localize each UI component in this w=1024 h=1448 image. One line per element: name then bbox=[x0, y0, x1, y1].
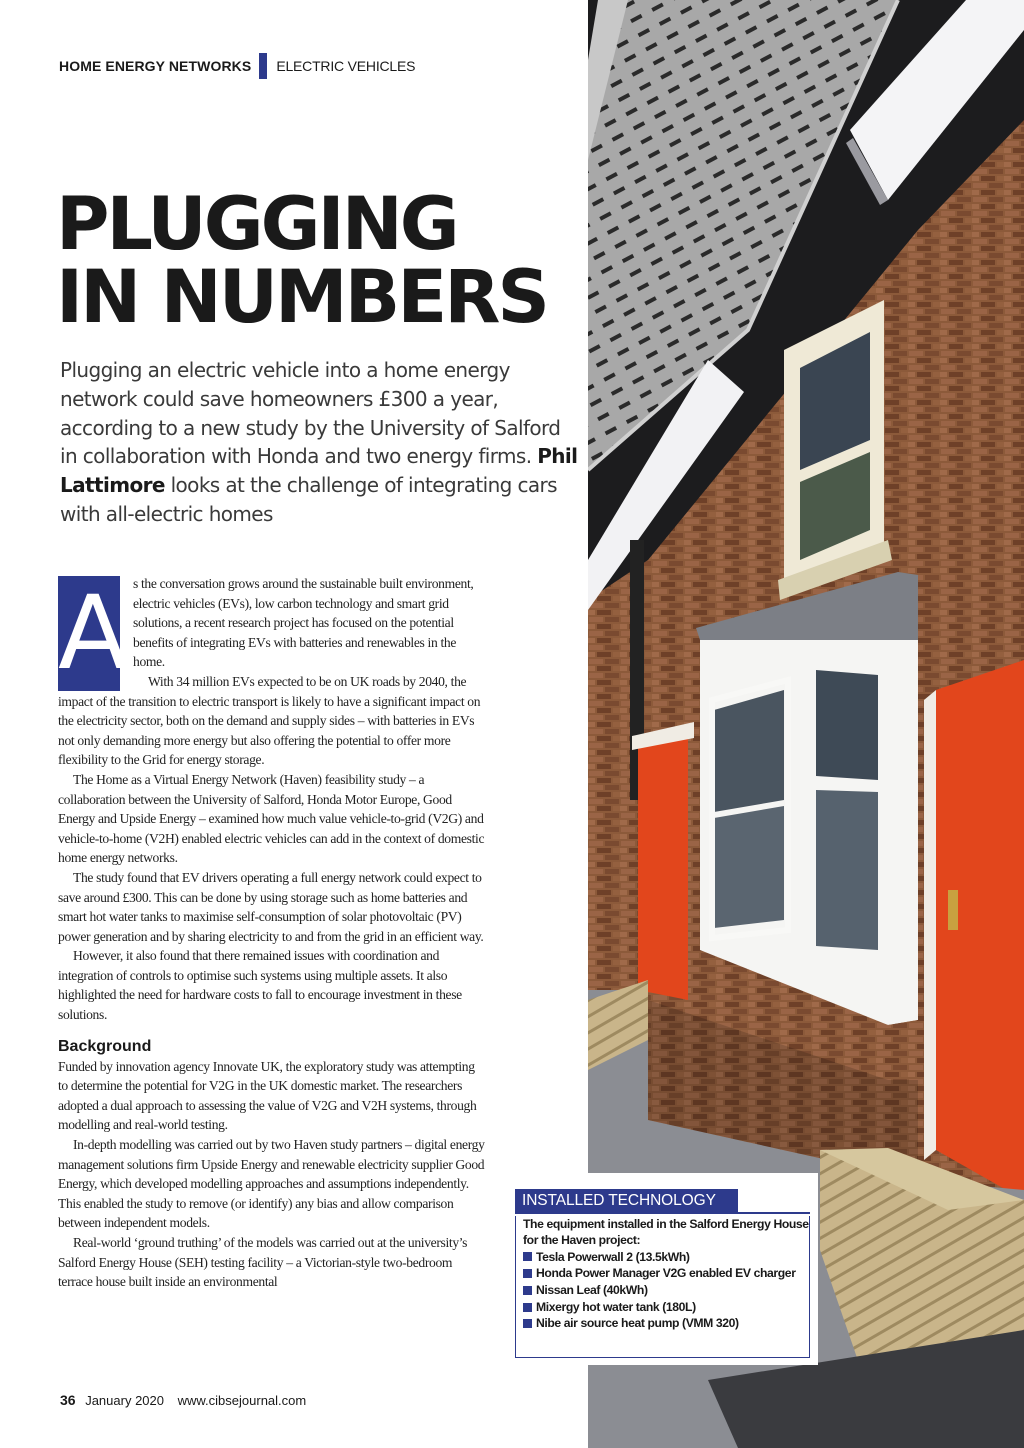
website-url: www.cibsejournal.com bbox=[177, 1393, 307, 1408]
body-paragraph: Funded by innovation agency Innovate UK, the exploratory study was attempting to determine the potential for V2G in the UK domestic market. The researchers adopted a dual approach to assessing the value of V2G and V2H systems, through modelling and real-world testing. bbox=[58, 1058, 477, 1133]
article-body bbox=[58, 574, 486, 1292]
article-headline bbox=[56, 182, 596, 340]
section-label: HOME ENERGY NETWORKS bbox=[59, 58, 252, 74]
headline-line-1: PLUGGING bbox=[56, 182, 457, 267]
subsection-label: ELECTRIC VEHICLES bbox=[276, 58, 416, 74]
body-paragraph: s the conversation grows around the sustainable built environment, electric vehicles (EVs), low carbon technology and smart grid solutions, a recent research project has focused on the potential benefits of integrating EVs with batteries and renewables in the home. bbox=[133, 576, 474, 670]
list-item bbox=[523, 1265, 809, 1282]
equipment-item-label: Nissan Leaf (40kWh) bbox=[536, 1283, 648, 1297]
page-number: 36 bbox=[60, 1392, 76, 1408]
list-item bbox=[523, 1282, 809, 1299]
infobox-title: INSTALLED TECHNOLOGY bbox=[515, 1189, 738, 1212]
body-paragraph: Real-world ‘ground truthing’ of the models was carried out at the university’s Salford Energy House (SEH) testing facility – a Victorian-style two-bedroom terrace house built inside an environmental bbox=[58, 1235, 468, 1290]
installed-technology-box bbox=[506, 1173, 818, 1365]
body-paragraph: However, it also found that there remained issues with coordination and integration of controls to optimise such systems using multiple assets. It also highlighted the need for hardware costs to fall to encourage investment in these solutions. bbox=[58, 948, 462, 1023]
square-bullet-icon bbox=[523, 1319, 532, 1328]
standfirst bbox=[60, 356, 580, 529]
body-paragraph: The Home as a Virtual Energy Network (Haven) feasibility study – a collaboration between the University of Salford, Honda Motor Europe, Good Energy and Upside Energy – examined how much value vehicle-to-grid (V2G) and vehicle-to-home (V2H) enabled electric vehicles can add in the context of domestic home energy networks. bbox=[58, 771, 485, 866]
page-footer bbox=[60, 1392, 306, 1408]
square-bullet-icon bbox=[523, 1269, 532, 1278]
body-paragraph: In-depth modelling was carried out by two Haven study partners – digital energy management solutions firm Upside Energy and renewable electricity supplier Good Energy, which developed modelling approaches and assumptions independently. This enabled the study to remove (or identify) any bias and allow comparison between independent models. bbox=[58, 1137, 485, 1231]
equipment-item-label: Nibe air source heat pump (VMM 320) bbox=[536, 1316, 739, 1331]
list-item bbox=[523, 1249, 809, 1266]
headline-line-2: IN NUMBERS bbox=[56, 255, 547, 340]
list-item bbox=[523, 1315, 809, 1332]
infobox-header bbox=[515, 1189, 810, 1216]
square-bullet-icon bbox=[523, 1286, 532, 1295]
square-bullet-icon bbox=[523, 1303, 532, 1312]
infobox-frame bbox=[515, 1216, 810, 1358]
author-name: Phil Lattimore bbox=[60, 444, 578, 498]
infobox-header-rule bbox=[515, 1212, 810, 1214]
section-divider bbox=[259, 53, 267, 79]
drop-cap: A bbox=[58, 574, 128, 693]
subheading-background: Background bbox=[58, 1037, 152, 1055]
list-item bbox=[523, 1299, 809, 1316]
equipment-item-label: Tesla Powerwall 2 (13.5kWh) bbox=[536, 1249, 690, 1264]
equipment-list bbox=[523, 1249, 809, 1333]
equipment-item-label: Honda Power Manager V2G enabled EV charger bbox=[536, 1266, 796, 1281]
equipment-item-label: Mixergy hot water tank (180L) bbox=[536, 1299, 696, 1314]
body-paragraph: With 34 million EVs expected to be on UK roads by 2040, the impact of the transition to electric transport is likely to have a significant impact on the electricity sector, both on the demand and supply sides – with batteries in EVs not only demanding more energy but also offering the potential to offer more flexibility to the Grid for energy storage. bbox=[58, 673, 481, 768]
infobox-intro: The equipment installed in the Salford Energy House for the Haven project: bbox=[523, 1217, 809, 1248]
body-paragraph: The study found that EV drivers operating a full energy network could expect to save around £300. This can be done by using storage such as home batteries and smart hot water tanks to maximise self-consumption of solar photovoltaic (PV) power generation and by sharing electricity to and from the grid in an efficient way. bbox=[58, 869, 484, 944]
section-header bbox=[59, 53, 415, 79]
issue-date: January 2020 bbox=[85, 1393, 164, 1408]
standfirst-text: Plugging an electric vehicle into a home energy network could save homeowners £300 a year, according to a new study by the University of Salford in collaboration with Honda and two energy firms. bbox=[60, 358, 561, 469]
standfirst-text-end: looks at the challenge of integrating cars with all-electric homes bbox=[60, 473, 557, 526]
square-bullet-icon bbox=[523, 1252, 532, 1261]
